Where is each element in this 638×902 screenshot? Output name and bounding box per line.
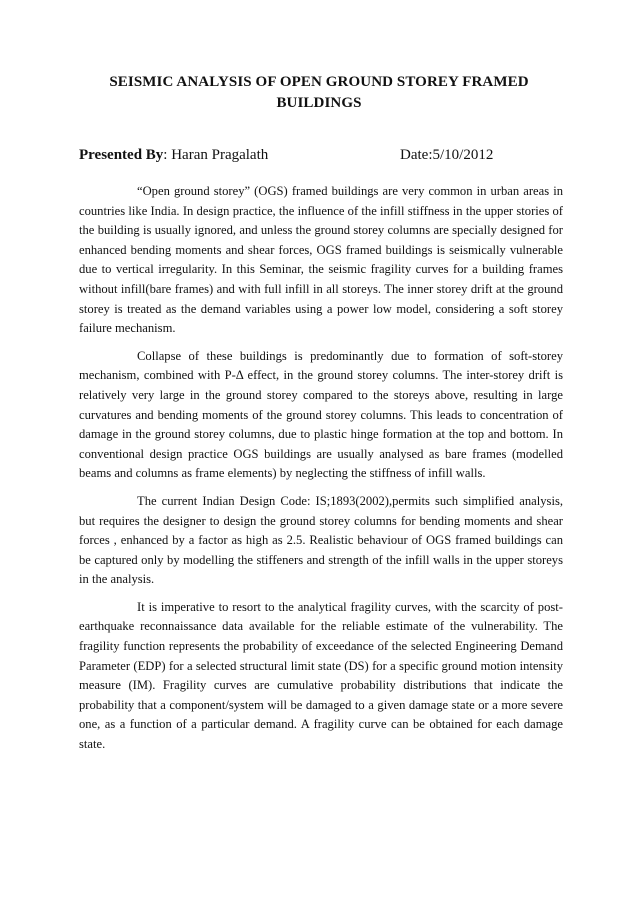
presented-by-label: Presented By (79, 147, 164, 163)
document-date: Date:5/10/2012 (400, 147, 494, 163)
document-title: SEISMIC ANALYSIS OF OPEN GROUND STOREY FRAMED BUILDINGS (109, 74, 529, 111)
presenter-separator: : (163, 147, 168, 163)
presenter-name: Haran Pragalath (167, 147, 269, 163)
paragraph-1: “Open ground storey” (OGS) framed buildings are very common in urban areas in countries like India. In design practice, the influence of the infill stiffness in the upper stories of the building is usually ignored, and unless the ground storey columns are specially designed for enhanced bending moments and shear forces, OGS framed buildings is seismically vulnerable due to vertical irregularity. In this Seminar, the seismic fragility curves for a building frames without infill(bare frames) and with full infill in all storeys. The inner storey drift at the ground storey is treated as the demand variables using a power low model, considering a soft storey failure mechanism. (79, 184, 563, 336)
paragraph-4: It is imperative to resort to the analytical fragility curves, with the scarcity of post-earthquake reconnaissance data available for the reliable estimate of the vulnerability. The fragility function represents the probability of exceedance of the selected Engineering Demand Parameter (EDP) for a selected structural limit state (DS) for a specific ground motion intensity measure (IM). Fragility curves are cumulative probability distributions that indicate the probability that a component/system will be damaged to a given damage state or a more severe one, as a function of a particular demand. A fragility curve can be obtained for each damage state. (79, 599, 563, 752)
paragraph-2: Collapse of these buildings is predominantly due to formation of soft-storey mechanism, combined with P-Δ effect, in the ground storey columns. The inter-storey drift is relatively very large in the ground storey compared to the storeys above, resulting in large curvatures and bending moments of the ground storey columns. This leads to concentration of damage in the ground storey columns, due to plastic hinge formation at the top and bottom. In conventional design practice OGS buildings are usually analysed as bare frames (modelled beams and columns as frame elements) by neglecting the stiffness of infill walls. (79, 348, 563, 481)
document-body (79, 182, 563, 763)
paragraph-3: The current Indian Design Code: IS;1893(2002),permits such simplified analysis, but requires the designer to design the ground storey columns for bending moments and shear forces , enhanced by a factor as high as 2.5. Realistic behaviour of OGS framed buildings can be captured only by modelling the stiffeners and strength of the infill walls in the upper storeys in the analysis. (79, 493, 563, 587)
presenter-line (79, 146, 268, 164)
